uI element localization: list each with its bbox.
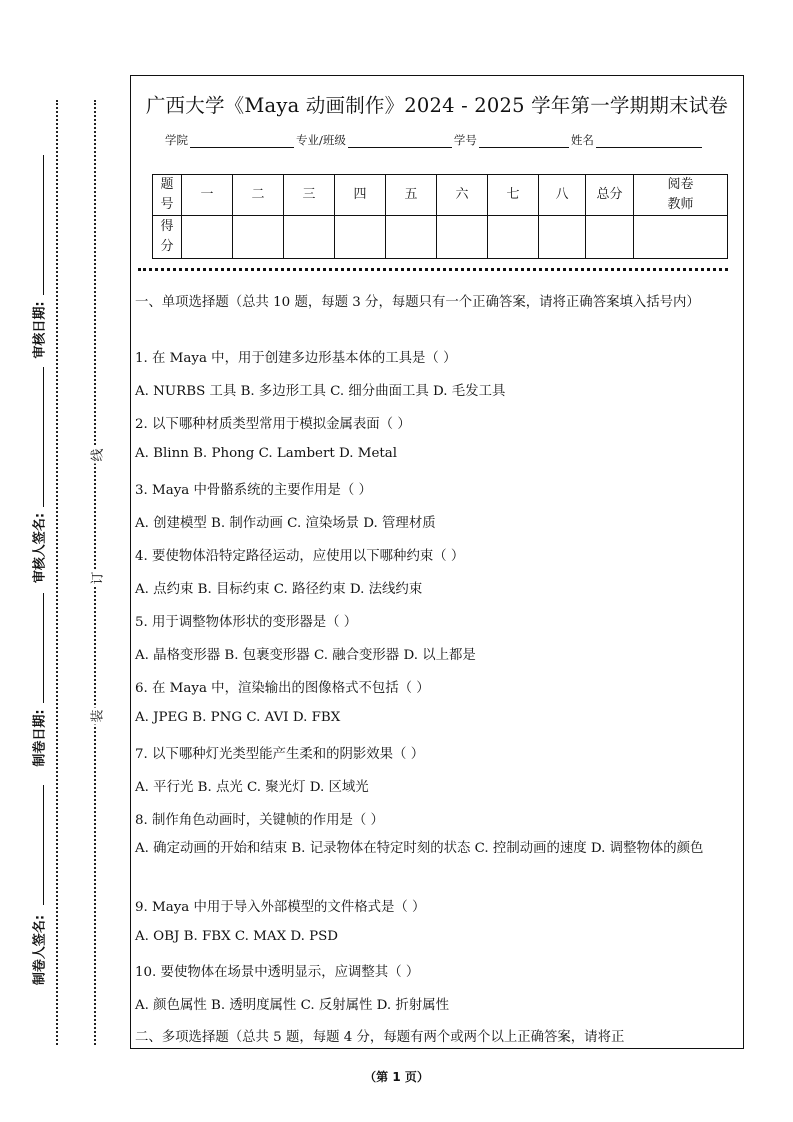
score-table-header-row	[153, 175, 728, 216]
score-cell[interactable]	[335, 216, 386, 259]
question-3: 3. Maya 中骨骼系统的主要作用是（ ）	[135, 483, 372, 498]
college-label: 学院	[165, 133, 188, 147]
major-label: 专业/班级	[296, 133, 346, 147]
header-divider	[138, 268, 728, 271]
answer-options-9: A. OBJ B. FBX C. MAX D. PSD	[135, 929, 339, 944]
total-score-cell[interactable]	[586, 216, 634, 259]
exam-title: 广西大学《Maya 动画制作》2024 - 2025 学年第一学期期末试卷	[145, 94, 729, 117]
college-field[interactable]	[190, 135, 294, 148]
column-5: 五	[386, 175, 437, 216]
exam-frame	[130, 75, 744, 1049]
binding-margin: 审核日期: 审核人签名: 制卷日期: 制卷人签名: 线 订 装	[0, 0, 128, 1122]
question-6: 6. 在 Maya 中，渲染输出的图像格式不包括（ ）	[135, 681, 430, 696]
column-6: 六	[437, 175, 488, 216]
section1-heading: 一、单项选择题（总共 10 题，每题 3 分，每题只有一个正确答案，请将正确答案填入括号内）	[135, 295, 700, 310]
student-id-field[interactable]	[479, 135, 569, 148]
page-number: （第 1 页）	[364, 1070, 429, 1084]
score-cell[interactable]	[233, 216, 284, 259]
score-table-score-row	[153, 216, 728, 259]
reviewer-sign-line	[43, 367, 44, 507]
question-5: 5. 用于调整物体形状的变形器是（ ）	[135, 615, 358, 630]
answer-options-2: A. Blinn B. Phong C. Lambert D. Metal	[135, 446, 398, 461]
question-8: 8. 制作角色动画时，关键帧的作用是（ ）	[135, 813, 384, 828]
answer-options-8: A. 确定动画的开始和结束 B. 记录物体在特定时刻的状态 C. 控制动画的速度 D. 调整物体的颜色	[135, 841, 704, 856]
name-label: 姓名	[570, 133, 594, 147]
score-cell[interactable]	[539, 216, 586, 259]
reviewer-date-line	[43, 155, 44, 295]
name-field[interactable]	[596, 135, 702, 148]
column-3: 三	[284, 175, 335, 216]
score-cell[interactable]	[488, 216, 539, 259]
score-table	[152, 174, 728, 259]
score-cell[interactable]	[284, 216, 335, 259]
maker-date-line	[43, 593, 44, 703]
answer-options-5: A. 晶格变形器 B. 包裹变形器 C. 融合变形器 D. 以上都是	[135, 648, 476, 663]
column-7: 七	[488, 175, 539, 216]
score-cell[interactable]	[386, 216, 437, 259]
grader-cell[interactable]	[634, 216, 728, 259]
column-8: 八	[539, 175, 586, 216]
question-1: 1. 在 Maya 中，用于创建多边形基本体的工具是（ ）	[135, 351, 457, 366]
student-id-label: 学号	[453, 133, 477, 147]
column-2: 二	[233, 175, 284, 216]
score-label: 得 分	[153, 216, 182, 259]
question-9: 9. Maya 中用于导入外部模型的文件格式是（ ）	[135, 900, 426, 915]
answer-options-4: A. 点约束 B. 目标约束 C. 路径约束 D. 法线约束	[135, 582, 423, 597]
maker-sign-line	[43, 785, 44, 905]
answer-options-7: A. 平行光 B. 点光 C. 聚光灯 D. 区域光	[135, 780, 369, 795]
left-dotted-line	[56, 100, 58, 1045]
answer-options-6: A. JPEG B. PNG C. AVI D. FBX	[135, 710, 341, 725]
answer-options-10: A. 颜色属性 B. 透明度属性 C. 反射属性 D. 折射属性	[135, 998, 449, 1013]
question-7: 7. 以下哪种灯光类型能产生柔和的阴影效果（ ）	[135, 747, 425, 762]
major-field[interactable]	[348, 135, 452, 148]
score-cell[interactable]	[182, 216, 233, 259]
question-2: 2. 以下哪种材质类型常用于模拟金属表面（ ）	[135, 417, 411, 432]
student-info-line	[165, 132, 704, 148]
question-10: 10. 要使物体在场景中透明显示，应调整其（ ）	[135, 965, 420, 980]
score-cell[interactable]	[437, 216, 488, 259]
question-number-label: 题 号	[153, 175, 182, 216]
grader-label: 阅卷 教师	[634, 175, 728, 216]
section2-heading: 二、多项选择题（总共 5 题，每题 4 分，每题有两个或两个以上正确答案，请将正	[135, 1030, 625, 1045]
question-4: 4. 要使物体沿特定路径运动，应使用以下哪种约束（ ）	[135, 549, 465, 564]
answer-options-3: A. 创建模型 B. 制作动画 C. 渲染场景 D. 管理材质	[135, 516, 436, 531]
column-4: 四	[335, 175, 386, 216]
column-1: 一	[182, 175, 233, 216]
total-label: 总分	[586, 175, 634, 216]
answer-options-1: A. NURBS 工具 B. 多边形工具 C. 细分曲面工具 D. 毛发工具	[135, 384, 506, 399]
